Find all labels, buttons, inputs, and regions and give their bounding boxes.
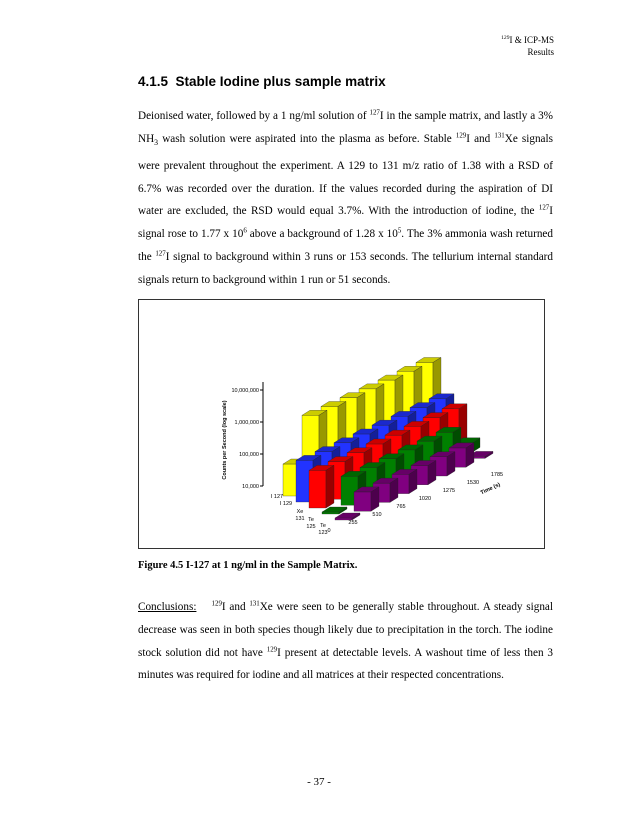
series-axis-label: Te 123 — [318, 523, 328, 536]
bar — [354, 492, 371, 511]
results-paragraph: Deionised water, followed by a 1 ng/ml solution of $^{127}$I in the sample matrix, and lastly a 3% $NH_3$ wash solution were aspirated into the plasma as before. Stable $^{129}$I and $^{131}$Xe signals were prevalent throughout the experiment. A 129 to 131 m/z ratio of 1.38 with a RSD of 6.7% was recorded over the duration. If the values recorded during the aspiration of DI water are excluded, the RSD would equal 3.7%. With the introduction of iodine, the $^{127}$I signal rose to 1.77 x $10^6$ above a background of 1.28 x $10^5$. The 3% ammonia wash returned the $^{127}$I signal to background within 3 runs or 153 seconds. The tellurium internal standard signals return to background within 1 run or 51 seconds. — [138, 108, 553, 286]
y-axis-label: Counts per Second (log scale) — [222, 400, 228, 480]
x-tick-label: 1785 — [490, 472, 504, 478]
series-axis-label: I 127 — [270, 494, 284, 500]
x-tick-label: 0 — [327, 528, 331, 534]
chart-3d-bars — [139, 300, 546, 550]
conclusions-paragraph: Conclusions: $^{129}$I and $^{131}$Xe were seen to be generally stable throughout. A steady signal decrease was seen in both species though likely due to precipitation in the torch. The iodine stock solution did not have $^{129}$I present at detectable levels. A washout time of less then 3 minutes was required for iodine and all matrices at their respected concentrations. — [138, 599, 554, 682]
running-header: $^{129}$I & ICP-MS Results — [501, 35, 554, 57]
x-tick-label: 510 — [372, 512, 382, 518]
x-tick-label: 1020 — [418, 496, 432, 502]
x-tick-label: 1530 — [466, 480, 480, 486]
series-axis-label: I 129 — [279, 501, 293, 507]
y-tick-label: 10,000 — [242, 484, 259, 490]
x-axis-label: Time (s) — [479, 481, 502, 497]
series-axis-label: Xe 131 — [295, 509, 305, 522]
page-number: - 37 - — [307, 776, 331, 788]
y-tick-label: 10,000,000 — [231, 388, 259, 394]
bar — [322, 512, 339, 514]
figure-caption: Figure 4.5 I-127 at 1 ng/ml in the Sample Matrix. — [138, 560, 358, 571]
x-tick-label: 1275 — [442, 488, 456, 494]
y-tick-label: 1,000,000 — [234, 420, 259, 426]
bar — [309, 470, 326, 508]
x-tick-label: 255 — [348, 520, 358, 526]
figure-chart — [138, 299, 545, 549]
section-heading: 4.1.5 Stable Iodine plus sample matrix — [138, 74, 386, 89]
y-tick-label: 100,000 — [239, 452, 259, 458]
series-axis-label: Te 125 — [306, 517, 316, 530]
x-tick-label: 765 — [396, 504, 406, 510]
bar-side — [326, 465, 334, 508]
